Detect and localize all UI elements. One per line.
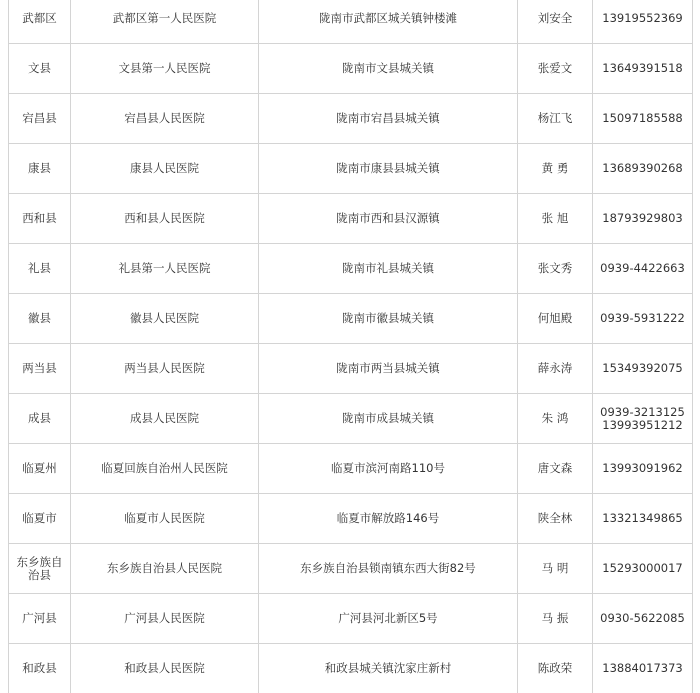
address-cell: 陇南市武都区城关镇钟楼滩 xyxy=(259,0,518,44)
address-cell: 陇南市文县城关镇 xyxy=(259,44,518,94)
hospital-cell: 临夏回族自治州人民医院 xyxy=(71,444,259,494)
contact-cell: 陈政荣 xyxy=(518,644,593,693)
hospital-cell: 康县人民医院 xyxy=(71,144,259,194)
phone-number: 15097185588 xyxy=(602,111,683,125)
table-row xyxy=(9,494,693,544)
county-cell: 礼县 xyxy=(9,244,71,294)
address-cell: 陇南市西和县汉源镇 xyxy=(259,194,518,244)
table-row xyxy=(9,94,693,144)
contact-cell: 张文秀 xyxy=(518,244,593,294)
hospital-cell: 西和县人民医院 xyxy=(71,194,259,244)
county-cell: 广河县 xyxy=(9,594,71,644)
address-cell: 陇南市宕昌县城关镇 xyxy=(259,94,518,144)
contact-cell: 张爱文 xyxy=(518,44,593,94)
phone-number: 13884017373 xyxy=(602,661,683,675)
county-cell: 成县 xyxy=(9,394,71,444)
address-cell: 陇南市康县县城关镇 xyxy=(259,144,518,194)
address-cell: 和政县城关镇沈家庄新村 xyxy=(259,644,518,693)
county-cell: 宕昌县 xyxy=(9,94,71,144)
contact-cell: 黄 勇 xyxy=(518,144,593,194)
contact-cell: 马 明 xyxy=(518,544,593,594)
phone-cell xyxy=(593,44,693,94)
table-row xyxy=(9,594,693,644)
table-row xyxy=(9,394,693,444)
county-cell: 武都区 xyxy=(9,0,71,44)
phone-cell xyxy=(593,644,693,693)
phone-cell xyxy=(593,0,693,44)
phone-cell xyxy=(593,594,693,644)
county-cell: 两当县 xyxy=(9,344,71,394)
phone-cell xyxy=(593,294,693,344)
phone-number: 13321349865 xyxy=(602,511,683,525)
hospital-cell: 广河县人民医院 xyxy=(71,594,259,644)
phone-cell xyxy=(593,344,693,394)
phone-number: 13689390268 xyxy=(602,161,683,175)
hospital-cell: 文县第一人民医院 xyxy=(71,44,259,94)
contact-cell: 张 旭 xyxy=(518,194,593,244)
phone-cell xyxy=(593,444,693,494)
county-cell: 西和县 xyxy=(9,194,71,244)
phone-cell xyxy=(593,244,693,294)
table-row xyxy=(9,344,693,394)
county-cell: 东乡族自治县 xyxy=(9,544,71,594)
hospital-cell: 和政县人民医院 xyxy=(71,644,259,693)
hospital-cell: 宕昌县人民医院 xyxy=(71,94,259,144)
phone-number: 0930-5622085 xyxy=(600,611,685,625)
contact-cell: 刘安全 xyxy=(518,0,593,44)
contact-cell: 朱 鸿 xyxy=(518,394,593,444)
address-cell: 广河县河北新区5号 xyxy=(259,594,518,644)
county-cell: 徽县 xyxy=(9,294,71,344)
county-cell: 康县 xyxy=(9,144,71,194)
address-cell: 陇南市两当县城关镇 xyxy=(259,344,518,394)
table-row xyxy=(9,44,693,94)
phone-cell xyxy=(593,544,693,594)
address-cell: 临夏市解放路146号 xyxy=(259,494,518,544)
county-cell: 临夏州 xyxy=(9,444,71,494)
contact-cell: 唐文森 xyxy=(518,444,593,494)
phone-number: 18793929803 xyxy=(602,211,683,225)
hospital-cell: 东乡族自治县人民医院 xyxy=(71,544,259,594)
table-body xyxy=(9,0,693,693)
contact-cell: 马 振 xyxy=(518,594,593,644)
phone-number: 13649391518 xyxy=(602,61,683,75)
phone-number: 0939-3213125 xyxy=(600,404,685,419)
phone-number: 15293000017 xyxy=(602,561,683,575)
contact-cell: 薛永涛 xyxy=(518,344,593,394)
county-cell: 和政县 xyxy=(9,644,71,693)
table-row xyxy=(9,294,693,344)
hospital-cell: 成县人民医院 xyxy=(71,394,259,444)
address-cell: 东乡族自治县锁南镇东西大街82号 xyxy=(259,544,518,594)
hospital-cell: 礼县第一人民医院 xyxy=(71,244,259,294)
table-row xyxy=(9,244,693,294)
hospital-cell: 徽县人民医院 xyxy=(71,294,259,344)
contact-cell: 何旭殿 xyxy=(518,294,593,344)
hospital-cell: 两当县人民医院 xyxy=(71,344,259,394)
address-cell: 临夏市滨河南路110号 xyxy=(259,444,518,494)
phone-number: 15349392075 xyxy=(602,361,683,375)
address-cell: 陇南市礼县城关镇 xyxy=(259,244,518,294)
table-row xyxy=(9,544,693,594)
contact-cell: 杨江飞 xyxy=(518,94,593,144)
table-row xyxy=(9,194,693,244)
hospital-cell: 临夏市人民医院 xyxy=(71,494,259,544)
hospital-table xyxy=(8,0,693,693)
address-cell: 陇南市徽县城关镇 xyxy=(259,294,518,344)
phone-cell xyxy=(593,144,693,194)
phone-number: 0939-4422663 xyxy=(600,261,685,275)
phone-number: 0939-5931222 xyxy=(600,311,685,325)
phone-number: 13919552369 xyxy=(602,11,683,25)
phone-cell xyxy=(593,494,693,544)
table-row xyxy=(9,644,693,693)
county-cell: 文县 xyxy=(9,44,71,94)
table-row xyxy=(9,444,693,494)
phone-number: 13993091962 xyxy=(602,461,683,475)
phone-cell xyxy=(593,194,693,244)
contact-cell: 陕全林 xyxy=(518,494,593,544)
phone-number: 13993951212 xyxy=(602,417,683,432)
phone-cell xyxy=(593,394,693,444)
table-row xyxy=(9,0,693,44)
hospital-cell: 武都区第一人民医院 xyxy=(71,0,259,44)
county-cell: 临夏市 xyxy=(9,494,71,544)
address-cell: 陇南市成县城关镇 xyxy=(259,394,518,444)
table-row xyxy=(9,144,693,194)
phone-cell xyxy=(593,94,693,144)
